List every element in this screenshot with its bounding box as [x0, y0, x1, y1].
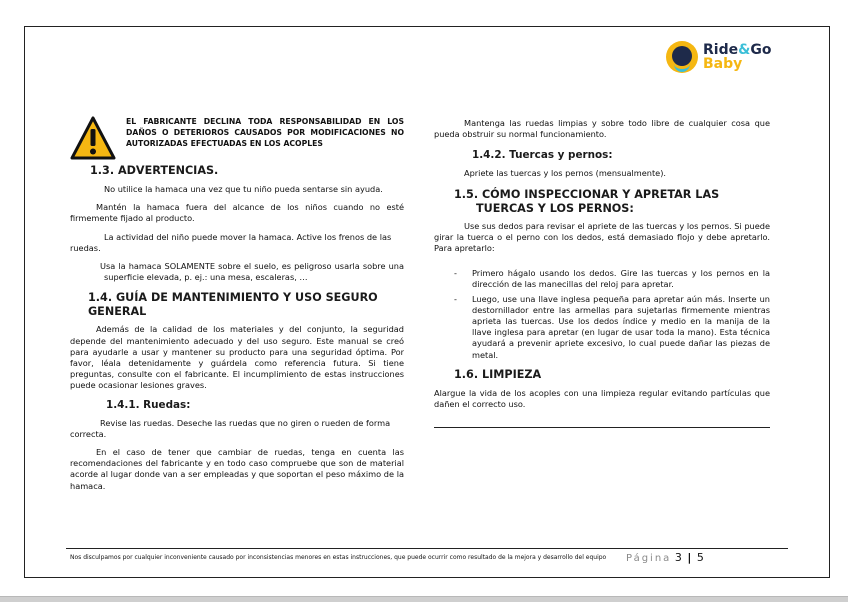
page-word: Página: [626, 553, 672, 564]
tuercas-p1: Apriete las tuercas y los pernos (mensualmente).: [464, 168, 667, 179]
viewer-bottom-bar: [0, 596, 848, 602]
advertencias-p1: No utilice la hamaca una vez que tu niño pueda sentarse sin ayuda.: [104, 184, 383, 194]
footer-note: Nos disculpamos por cualquier inconveniente causado por inconsistencias menores en estas instrucciones, que puede ocurrir como resultado de la mejora y desarrollo del equipo: [70, 554, 607, 561]
section-1-4-1-title: 1.4.1. Ruedas:: [106, 398, 191, 411]
warning-text: EL FABRICANTE DECLINA TODA RESPONSABILIDAD EN LOS DAÑOS O DETERIOROS CAUSADOS POR MODIFICACIONES NO AUTORIZADAS EFECTUADAS EN LOS ACOPLES: [126, 117, 404, 148]
brand-logo-text: [703, 43, 771, 71]
left-column: [70, 116, 404, 492]
list-item: - Luego, use una llave inglesa pequeña para apretar aún más. Inserte un destornillador entre las armellas para sujetarlas firmemente mientras aprieta las tuercas. Use los dedos índice y medio en la manija de la llave inglesa para apretar (en lugar de usar toda la mano). Esta técnica ayudará a prevenir apriete excesivo, lo cual puede dañar las piezas de metal.: [434, 294, 770, 361]
brand-name-baby: Baby: [703, 56, 743, 72]
ruedas-p3: Mantenga las ruedas limpias y sobre todo libre de cualquier cosa que pueda obstruir su normal funcionamiento.: [434, 118, 770, 140]
list-item: - Primero hágalo usando los dedos. Gire las tuercas y los pernos en la dirección de las manecillas del reloj para apretar.: [434, 268, 770, 290]
advertencias-p3: La actividad del niño puede mover la hamaca. Active los frenos de las ruedas.: [70, 231, 392, 253]
limpieza-p1: Alargue la vida de los acoples con una limpieza regular evitando partículas que dañen el correcto uso.: [434, 387, 770, 410]
brand-logo: [666, 40, 771, 74]
section-1-4-2-title: 1.4.2. Tuercas y pernos:: [472, 149, 613, 162]
section-1-4-title: 1.4. GUÍA DE MANTENIMIENTO Y USO SEGURO GENERAL: [88, 291, 378, 319]
warning-block: [70, 116, 404, 162]
inspeccionar-list: [434, 268, 770, 361]
brand-name-go: Go: [750, 42, 772, 58]
brand-name-ride: Ride: [703, 42, 739, 58]
section-1-3-title: 1.3. ADVERTENCIAS.: [90, 164, 219, 177]
page-number: 3: [674, 551, 682, 564]
warning-triangle-icon: [70, 116, 116, 160]
ruedas-p1: Revise las ruedas. Deseche las ruedas que no giren o rueden de forma correcta.: [70, 417, 391, 439]
page-total: 5: [696, 551, 704, 564]
right-column: [434, 118, 770, 410]
advertencias-p2: Mantén la hamaca fuera del alcance de los niños cuando no esté firmemente fijado al producto.: [70, 202, 404, 224]
section-1-6-title: 1.6. LIMPIEZA: [454, 367, 542, 381]
page-separator: |: [687, 551, 692, 564]
ruedas-p2: En el caso de tener que cambiar de ruedas, tenga en cuenta las recomendaciones del fabricante y en todo caso compruebe que son de material acorde al lugar donde van a ser empleadas y que soportan el peso máximo de la hamaca.: [70, 447, 404, 491]
brand-logo-icon: [666, 41, 698, 73]
section-divider: [434, 427, 770, 428]
advertencias-p4: Usa la hamaca SOLAMENTE sobre el suelo, es peligroso usarla sobre una superficie elevada, p. ej.: una mesa, escaleras, …: [100, 261, 404, 283]
section-1-5-title: 1.5. CÓMO INSPECCIONAR Y APRETAR LAS TUERCAS Y LOS PERNOS:: [454, 187, 720, 215]
guia-p1: Además de la calidad de los materiales y del conjunto, la seguridad depende del mantenimiento adecuado y del uso seguro. Este manual se creó para ayudarle a usar y mantener su producto para una seguridad óptima. Por favor, léala detenidamente y guárdela como referencia futura. Si tiene preguntas, consulte con el fabricante. El incumplimiento de estas instrucciones puede ocasionar lesiones graves.: [70, 324, 404, 391]
page-indicator: [626, 551, 704, 566]
inspeccionar-p1: Use sus dedos para revisar el apriete de las tuercas y los pernos. Si puede girar la tuerca o el perno con los dedos, está demasiado flojo y debe apretarlo. Para apretarlo:: [434, 220, 770, 254]
brand-name-amp: &: [738, 42, 751, 58]
footer-divider: [66, 548, 788, 549]
